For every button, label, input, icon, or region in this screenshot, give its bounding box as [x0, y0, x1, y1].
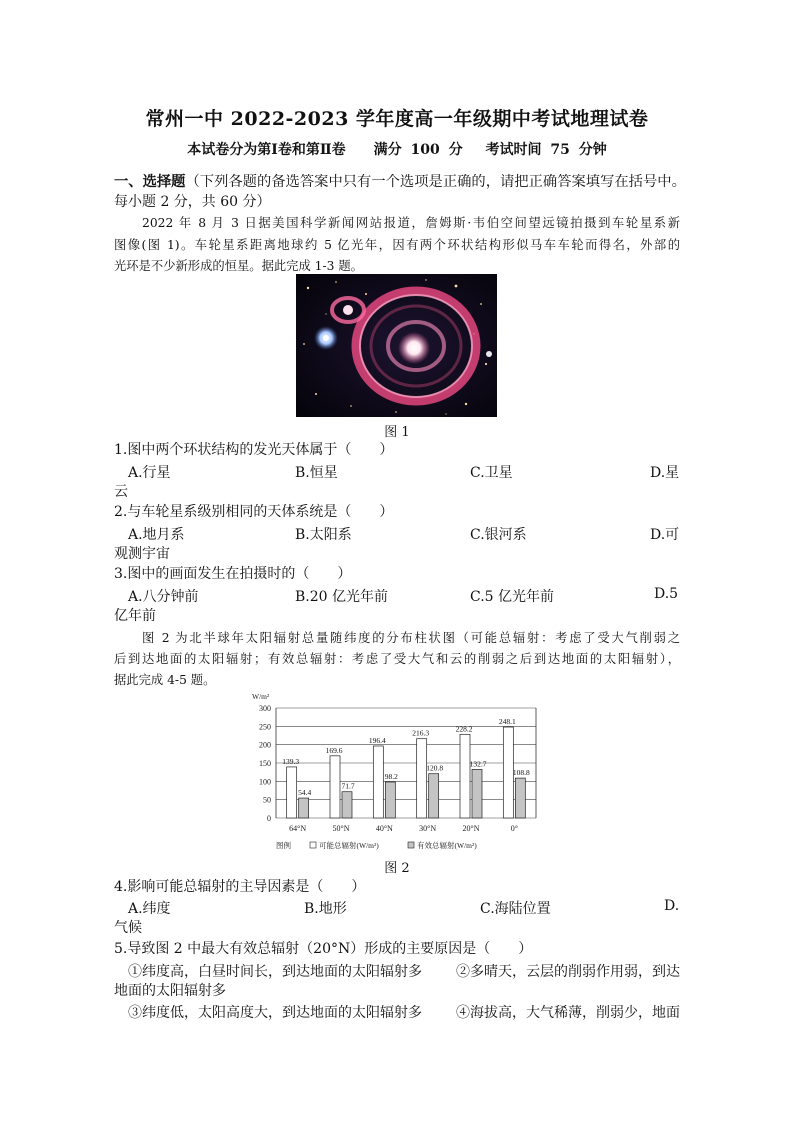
x-tick-label: 0°: [510, 824, 518, 833]
y-tick-label: 50: [263, 795, 271, 805]
q4-option-d-wrap: 气候: [114, 920, 142, 936]
y-tick-label: 100: [259, 777, 271, 787]
q2-option-a: A.地月系: [128, 527, 185, 543]
bar-effective-radiation: [472, 769, 482, 818]
passage1-line-1: 2022 年 8 月 3 日据美国科学新闻网站报道，詹姆斯·韦伯空间望远镜拍摄到车轮星系新: [142, 216, 680, 230]
q4-option-a: A.纬度: [128, 901, 171, 917]
figure2-caption: 图 2: [384, 861, 410, 876]
y-tick-label: 250: [259, 722, 271, 732]
bar-possible-radiation: [330, 756, 340, 818]
section-instruction-b: 每小题 2 分，共 60 分）: [114, 194, 271, 210]
legend-swatch-possible: [310, 842, 316, 848]
bar-effective-radiation: [299, 798, 309, 818]
q3-option-d-wrap: 亿年前: [114, 608, 156, 624]
data-label-possible: 248.1: [498, 717, 516, 727]
section-heading: 一、选择题: [114, 174, 186, 190]
q5-option-4: ④海拔高，大气稀薄，削弱少，地面: [456, 1005, 680, 1021]
q4-option-d: D.: [664, 898, 680, 914]
y-axis-unit-label: W/m²: [252, 692, 270, 701]
legend-title: 图例: [276, 841, 291, 850]
q5-option-2: ②多晴天，云层的削弱作用弱，到达: [456, 964, 680, 980]
data-label-possible: 228.2: [455, 724, 473, 734]
bar-possible-radiation: [287, 767, 297, 818]
radiation-chart: [240, 686, 560, 856]
q3-option-d: D.5: [654, 586, 679, 602]
data-label-effective: 71.7: [341, 781, 355, 791]
q1-options: [114, 462, 680, 482]
x-tick-label: 64°N: [289, 824, 307, 833]
q5-stem: 5.导致图 2 中最大有效总辐射（20°N）形成的主要原因是（ ）: [114, 941, 533, 957]
q1-option-d-wrap: 云: [114, 484, 128, 500]
q1-option-d: D.星: [650, 465, 680, 481]
q5-option-1: ①纬度高，白昼时间长，到达地面的太阳辐射多: [128, 964, 422, 980]
data-label-effective: 54.4: [298, 788, 312, 798]
data-label-possible: 139.3: [282, 756, 300, 766]
q3-option-b: B.20 亿光年前: [295, 589, 389, 605]
bar-effective-radiation: [429, 774, 439, 818]
data-label-possible: 216.3: [412, 728, 430, 738]
x-tick-label: 50°N: [332, 824, 350, 833]
legend-label-effective: 有效总辐射(W/m²): [417, 841, 477, 850]
q2-options: [114, 524, 680, 544]
bar-possible-radiation: [503, 727, 513, 818]
bar-effective-radiation: [515, 778, 525, 818]
q5-options-row2: [114, 1002, 680, 1022]
q3-option-a: A.八分钟前: [128, 589, 199, 605]
q4-option-b: B.地形: [304, 901, 347, 917]
data-label-effective: 120.8: [426, 763, 444, 773]
figure1-caption: 图 1: [384, 425, 410, 440]
bar-effective-radiation: [385, 782, 395, 818]
legend-label-possible: 可能总辐射(W/m²): [319, 841, 379, 850]
section-instruction-line: [114, 172, 686, 192]
data-label-effective: 108.8: [512, 768, 530, 778]
exam-title: 常州一中 2022-2023 学年度高一年级期中考试地理试卷: [145, 108, 649, 130]
q4-option-c: C.海陆位置: [480, 901, 551, 917]
data-label-effective: 98.2: [384, 771, 398, 781]
y-tick-label: 150: [259, 759, 271, 768]
q1-option-a: A.行星: [128, 465, 171, 481]
q5-option-3: ③纬度低，太阳高度大，到达地面的太阳辐射多: [128, 1005, 422, 1021]
data-label-possible: 196.4: [368, 735, 386, 745]
q1-stem: 1.图中两个环状结构的发光天体属于（ ）: [114, 442, 394, 458]
bar-possible-radiation: [417, 739, 427, 818]
q3-options: [114, 586, 680, 606]
exam-subtitle: 本试卷分为第Ⅰ卷和第Ⅱ卷 满分 100 分 考试时间 75 分钟: [187, 142, 607, 158]
q3-stem: 3.图中的画面发生在拍摄时的（ ）: [114, 566, 352, 582]
data-label-possible: 169.6: [325, 745, 343, 755]
q2-option-b: B.太阳系: [295, 527, 352, 543]
passage2-line-3: 据此完成 4-5 题。: [114, 673, 216, 687]
passage1-line-3: 光环是不少新形成的恒星。据此完成 1-3 题。: [114, 259, 363, 273]
q4-options: [114, 898, 680, 918]
q1-option-b: B.恒星: [295, 465, 338, 481]
q2-stem: 2.与车轮星系级别相同的天体系统是（ ）: [114, 504, 394, 520]
bar-possible-radiation: [460, 734, 470, 818]
passage2-line-1: 图 2 为北半球年太阳辐射总量随纬度的分布柱状图（可能总辐射：考虑了受大气削弱之: [142, 631, 680, 645]
cartwheel-galaxy-image: [296, 274, 497, 417]
passage2-line-2: 后到达地面的太阳辐射；有效总辐射：考虑了受大气和云的削弱之后到达地面的太阳辐射），: [114, 652, 680, 666]
q5-option-2-wrap: 地面的太阳辐射多: [114, 983, 226, 999]
q2-option-d: D.可: [650, 527, 680, 543]
q2-option-d-wrap: 观测宇宙: [114, 546, 170, 562]
x-tick-label: 30°N: [419, 824, 437, 833]
y-tick-label: 300: [259, 704, 271, 713]
y-tick-label: 0: [267, 814, 271, 823]
q3-option-c: C.5 亿光年前: [470, 589, 555, 605]
data-label-effective: 132.7: [469, 759, 487, 769]
bar-effective-radiation: [342, 792, 352, 818]
q5-options-row1: [114, 961, 680, 981]
y-tick-label: 200: [259, 740, 271, 750]
x-tick-label: 40°N: [375, 824, 393, 833]
section-instruction-a: （下列各题的备选答案中只有一个选项是正确的，请把正确答案填写在括号中。: [185, 174, 686, 190]
bar-possible-radiation: [373, 746, 383, 818]
radiation-chart-svg: [240, 686, 560, 856]
x-tick-label: 20°N: [462, 824, 480, 833]
q4-stem: 4.影响可能总辐射的主导因素是（ ）: [114, 879, 366, 895]
legend-swatch-effective: [408, 842, 414, 848]
q1-option-c: C.卫星: [470, 465, 513, 481]
passage1-line-2: 图像(图 1)。车轮星系距离地球约 5 亿光年，因有两个环状结构形似马车车轮而得名，外部的: [114, 238, 680, 252]
q2-option-c: C.银河系: [470, 527, 527, 543]
galaxy-illustration: [296, 274, 497, 417]
